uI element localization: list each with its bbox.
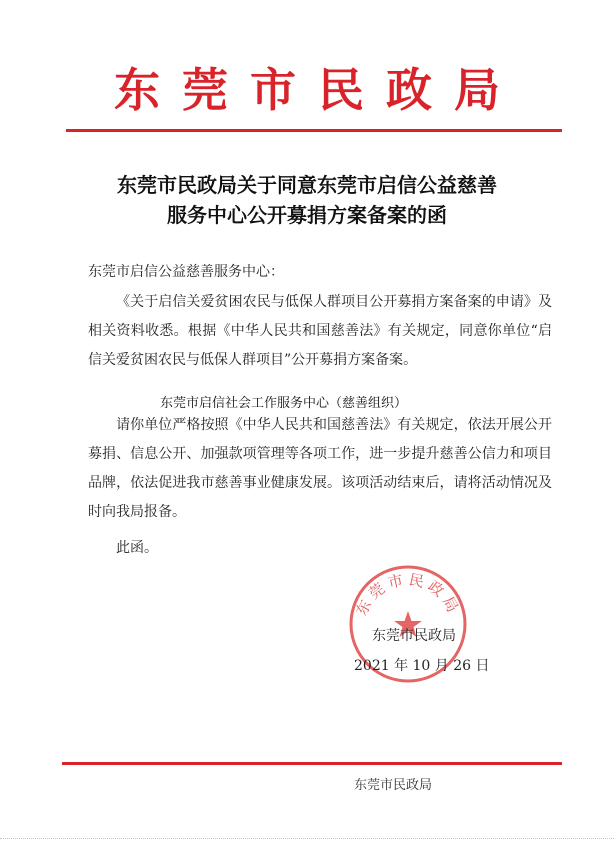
- document-title: [0, 170, 614, 230]
- footer-divider: [62, 762, 562, 765]
- paragraph-2-text: 请你单位严格按照《中华人民共和国慈善法》有关规定，依法开展公开募捐、信息公开、加强款项管理等各项工作，进一步提升慈善公信力和项目品牌，依法促进我市慈善事业健康发展。该项活动结束后，请将活动情况及时向我局报备。: [88, 417, 552, 520]
- closing-text: 此函。: [116, 540, 158, 556]
- closing-line: [88, 534, 552, 563]
- letterhead-title: 东莞市民政局: [114, 63, 522, 117]
- signature-date: 2021 年 10 月 26 日: [354, 658, 490, 674]
- organization-overlay-label: 东莞市启信社会工作服务中心（慈善组织）: [160, 396, 408, 411]
- seal-text: 东莞市民政局: [352, 570, 464, 619]
- letterhead-divider: [66, 129, 562, 132]
- body-paragraph-2: [88, 411, 552, 527]
- body-paragraph-1: [88, 288, 552, 375]
- signature-organization: 东莞市民政局: [372, 628, 456, 644]
- page-edge: [0, 838, 614, 839]
- title-line-2: 服务中心公开募捐方案备案的函: [167, 203, 447, 227]
- title-line-1: 东莞市民政局关于同意东莞市启信公益慈善: [117, 173, 497, 197]
- addressee: 东莞市启信公益慈善服务中心：: [88, 264, 284, 280]
- paragraph-1-text: 《关于启信关爱贫困农民与低保人群项目公开募捐方案备案的申请》及相关资料收悉。根据《中华人民共和国慈善法》有关规定，同意你单位“启信关爱贫困农民与低保人群项目”公开募捐方案备案。: [88, 294, 552, 368]
- footer-organization: 东莞市民政局: [354, 778, 433, 793]
